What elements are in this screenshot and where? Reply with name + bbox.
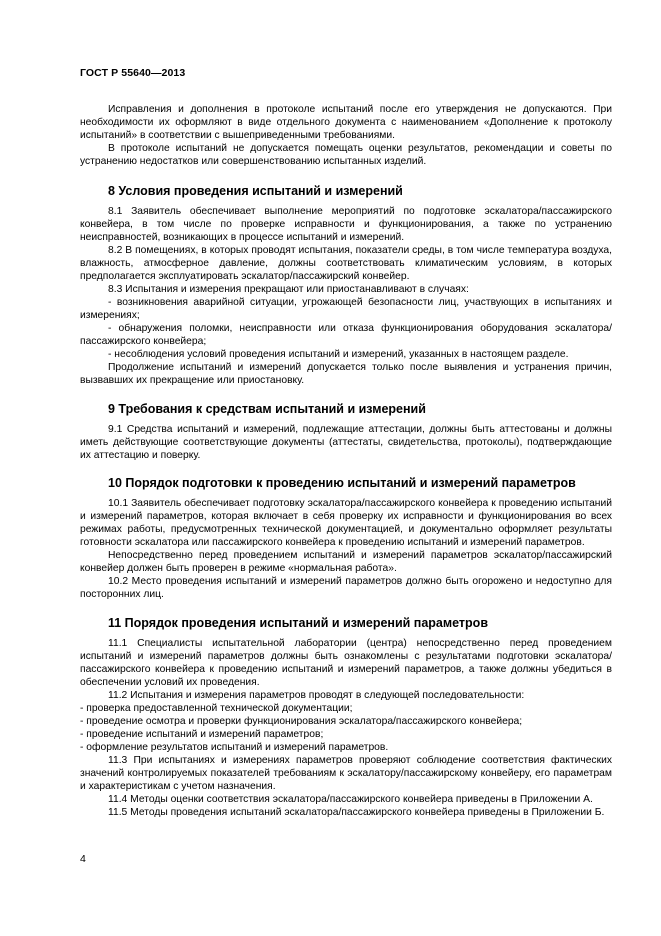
intro-paragraph-2: В протоколе испытаний не допускается помещать оценки результатов, рекомендации и советы по устранению недостатков или совершенствованию испытанных изделий. [80, 143, 612, 167]
section-9-paragraph-1: 9.1 Средства испытаний и измерений, подлежащие аттестации, должны быть аттестованы и должны иметь действующие соответствующие документы (аттестаты, свидетельства, протоколы), подтверждающие их аттестацию и поверку. [80, 424, 612, 461]
section-10-paragraph-2: Непосредственно перед проведением испытаний и измерений параметров эскалатор/пассажирский конвейер должен быть проверен в режиме «нормальная работа». [80, 550, 612, 574]
section-11-paragraph-5: 11.5 Методы проведения испытаний эскалатора/пассажирского конвейера приведены в Приложении Б. [108, 807, 605, 818]
section-8-heading: 8 Условия проведения испытаний и измерений [108, 184, 403, 198]
section-8-paragraph-4: Продолжение испытаний и измерений допускается только после выявления и устранения причин, вызвавших их прекращение или приостановку. [80, 362, 612, 386]
section-11-paragraph-4: 11.4 Методы оценки соответствия эскалатора/пассажирского конвейера приведены в Приложении А. [108, 794, 593, 805]
section-10-paragraph-3: 10.2 Место проведения испытаний и измерений параметров должно быть огорожено и недоступно для посторонних лиц. [80, 576, 612, 600]
section-11-list-item-2: - проведение осмотра и проверки функционирования эскалатора/пассажирского конвейера; [80, 716, 523, 727]
section-11-paragraph-1: 11.1 Специалисты испытательной лаборатории (центра) непосредственно перед проведением испытаний и измерений параметров должны быть ознакомлены с результатами подготовки эскалатора/пассажирского конвейера к проведению испытаний и измерений параметров, а также должны убедиться в обеспечении условий их проведения. [80, 638, 612, 688]
section-8-list-item-3: - несоблюдения условий проведения испытаний и измерений, указанных в настоящем разделе. [108, 349, 569, 360]
section-11-list-item-3: - проведение испытаний и измерений параметров; [80, 729, 324, 740]
section-10-paragraph-1: 10.1 Заявитель обеспечивает подготовку эскалатора/пассажирского конвейера к проведению испытаний и измерений параметров, которая включает в себя проверку их исправности и функционирования во всех режимах работы, предусмотренных технической документацией, и документально оформляет результаты готовности эскалатора или пассажирского конвейера к проведению испытаний и измерений параметров. [80, 498, 612, 548]
section-11-paragraph-2: 11.2 Испытания и измерения параметров проводят в следующей последовательности: [108, 690, 525, 701]
section-11-paragraph-3: 11.3 При испытаниях и измерениях параметров проверяют соблюдение соответствия фактических значений контролируемых показателей требованиям к эскалатору/пассажирскому конвейеру, его параметрам и характеристикам с учетом назначения. [80, 755, 612, 792]
section-8-list-item-2: - обнаружения поломки, неисправности или отказа функционирования оборудования эскалатора/пассажирского конвейера; [80, 323, 612, 347]
intro-paragraph-1: Исправления и дополнения в протоколе испытаний после его утверждения не допускаются. При необходимости их оформляют в виде отдельного документа с наименованием «Дополнение к протоколу испытаний» в соответствии с вышеприведенными требованиями. [80, 104, 612, 141]
document-header: ГОСТ Р 55640—2013 [80, 67, 186, 79]
section-11-list-item-1: - проверка предоставленной технической документации; [80, 703, 353, 714]
section-9-heading: 9 Требования к средствам испытаний и измерений [108, 402, 426, 416]
section-11-heading: 11 Порядок проведения испытаний и измерений параметров [108, 616, 488, 630]
section-8-paragraph-1: 8.1 Заявитель обеспечивает выполнение мероприятий по подготовке эскалатора/пассажирского конвейера, в том числе по проверке исправности и функционирования, а также по устранению неисправностей, возникающих в процессе испытаний и измерений. [80, 206, 612, 243]
section-8-list-item-1: - возникновения аварийной ситуации, угрожающей безопасности лиц, участвующих в испытаниях и измерениях; [80, 297, 612, 321]
section-8-paragraph-2: 8.2 В помещениях, в которых проводят испытания, показатели среды, в том числе температура воздуха, влажность, атмосферное давление, должны соответствовать климатическим условиям, в которых предполагается эксплуатировать эскалатор/пассажирский конвейер. [80, 245, 612, 282]
document-body [80, 103, 612, 819]
section-8-paragraph-3: 8.3 Испытания и измерения прекращают или приостанавливают в случаях: [108, 284, 469, 295]
section-10-heading: 10 Порядок подготовки к проведению испытаний и измерений параметров [108, 476, 576, 490]
page-number: 4 [80, 853, 86, 865]
section-11-list-item-4: - оформление результатов испытаний и измерений параметров. [80, 742, 389, 753]
